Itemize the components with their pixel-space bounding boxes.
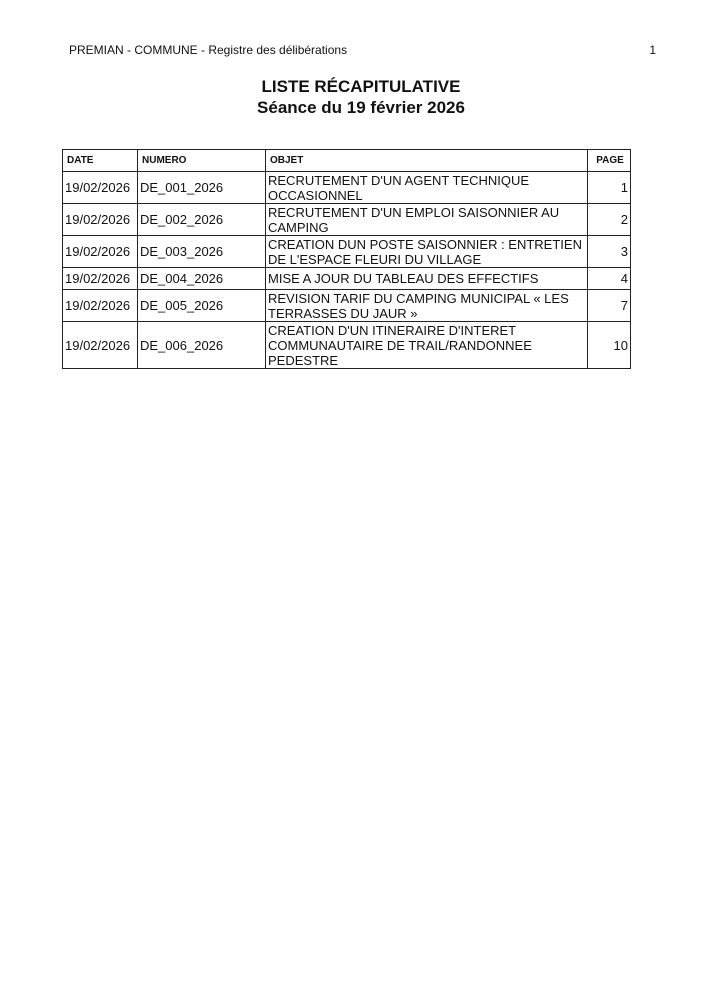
table-row bbox=[63, 172, 631, 204]
document-header: PREMIAN - COMMUNE - Registre des délibérations bbox=[69, 43, 348, 57]
cell-date: 19/02/2026 bbox=[63, 290, 138, 322]
cell-page: 1 bbox=[588, 172, 631, 204]
cell-date: 19/02/2026 bbox=[63, 204, 138, 236]
table-row bbox=[63, 290, 631, 322]
document-title: LISTE RÉCAPITULATIVE bbox=[261, 77, 461, 96]
cell-objet: REVISION TARIF DU CAMPING MUNICIPAL « LES TERRASSES DU JAUR » bbox=[266, 290, 588, 322]
cell-page: 7 bbox=[588, 290, 631, 322]
cell-objet: CREATION D'UN ITINERAIRE D'INTERET COMMUNAUTAIRE DE TRAIL/RANDONNEE PEDESTRE bbox=[266, 322, 588, 369]
column-header-numero: NUMERO bbox=[138, 150, 266, 172]
table-row bbox=[63, 236, 631, 268]
deliberations-table bbox=[62, 149, 631, 369]
table-row bbox=[63, 322, 631, 369]
cell-objet: RECRUTEMENT D'UN EMPLOI SAISONNIER AU CAMPING bbox=[266, 204, 588, 236]
table-row bbox=[63, 268, 631, 290]
cell-date: 19/02/2026 bbox=[63, 268, 138, 290]
cell-numero: DE_002_2026 bbox=[138, 204, 266, 236]
cell-page: 10 bbox=[588, 322, 631, 369]
cell-numero: DE_005_2026 bbox=[138, 290, 266, 322]
cell-numero: DE_006_2026 bbox=[138, 322, 266, 369]
document-subtitle: Séance du 19 février 2026 bbox=[257, 98, 465, 117]
cell-page: 4 bbox=[588, 268, 631, 290]
table-row bbox=[63, 204, 631, 236]
cell-numero: DE_001_2026 bbox=[138, 172, 266, 204]
cell-objet: MISE A JOUR DU TABLEAU DES EFFECTIFS bbox=[266, 268, 588, 290]
cell-numero: DE_004_2026 bbox=[138, 268, 266, 290]
column-header-date: DATE bbox=[63, 150, 138, 172]
cell-numero: DE_003_2026 bbox=[138, 236, 266, 268]
column-header-objet: OBJET bbox=[266, 150, 588, 172]
cell-page: 2 bbox=[588, 204, 631, 236]
column-header-page: PAGE bbox=[588, 150, 631, 172]
cell-date: 19/02/2026 bbox=[63, 236, 138, 268]
title-block bbox=[0, 76, 707, 118]
table-header-row bbox=[63, 150, 631, 172]
cell-date: 19/02/2026 bbox=[63, 322, 138, 369]
cell-date: 19/02/2026 bbox=[63, 172, 138, 204]
cell-objet: RECRUTEMENT D'UN AGENT TECHNIQUE OCCASIONNEL bbox=[266, 172, 588, 204]
page-number: 1 bbox=[649, 43, 656, 57]
cell-objet: CREATION DUN POSTE SAISONNIER : ENTRETIEN DE L'ESPACE FLEURI DU VILLAGE bbox=[266, 236, 588, 268]
cell-page: 3 bbox=[588, 236, 631, 268]
